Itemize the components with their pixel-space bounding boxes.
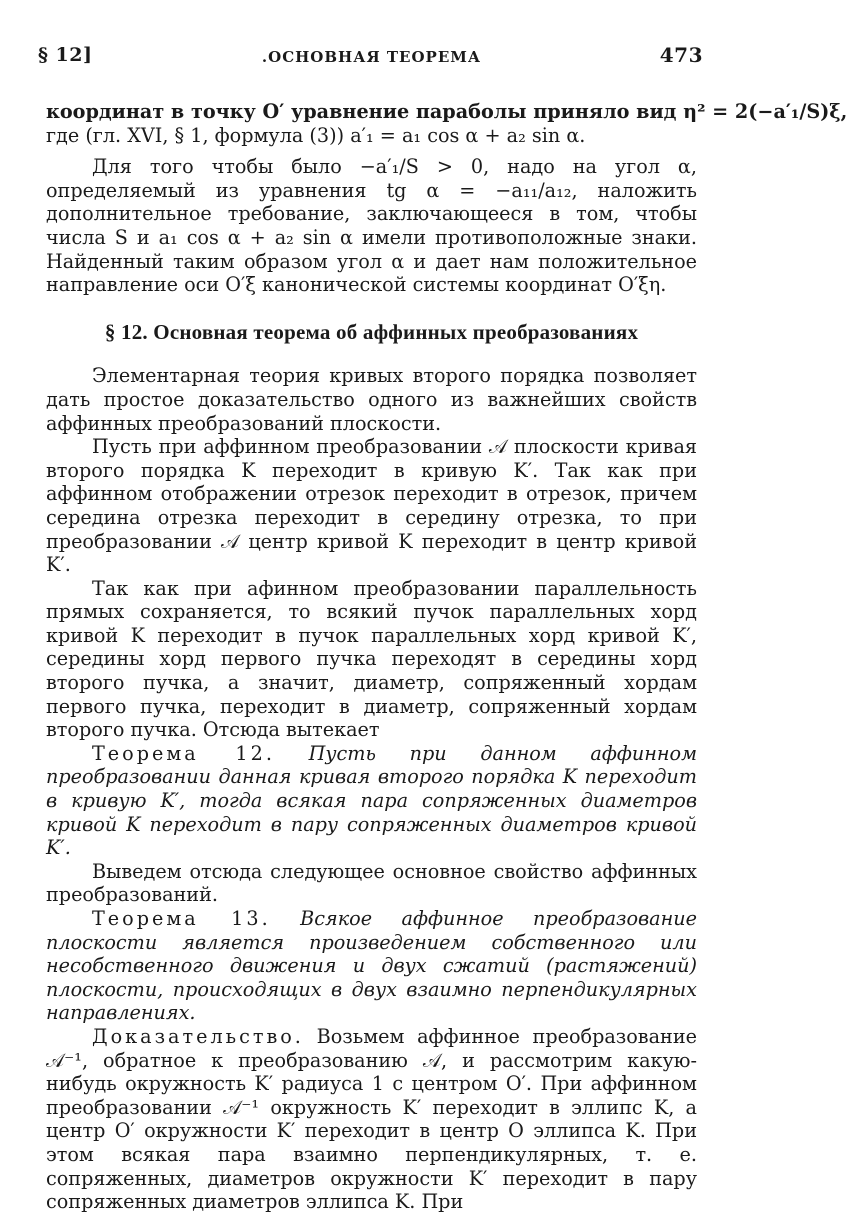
paragraph-continuation-line2: где (гл. XVI, § 1, формула (3)) a′₁ = a₁ cos α + a₂ sin α.: [46, 123, 586, 147]
header-section-ref: § 12]: [38, 44, 93, 66]
proof-label: Доказательство.: [92, 1024, 304, 1048]
section-title: § 12. Основная теорема об аффинных преобразованиях: [104, 319, 639, 344]
paragraph-sign-condition: Для того чтобы было −a′₁/S > 0, надо на угол α, определяемый из уравнения tg α = −a₁₁/a₁₂, наложить дополнительное требование, заключающееся в том, чтобы числа S и a₁ cos α + a₂ sin α имели противоположные знаки. Найденный таким образом угол α и дает нам положительное направление оси O′ξ канонической системы координат O′ξη.: [46, 155, 697, 297]
theorem-13-label: Теорема 13.: [92, 907, 271, 930]
theorem-13: [46, 907, 697, 1025]
theorem-13-text: Всякое аффинное преобразование плоскости является произведением собственного или несобственного движения и двух сжатий (растяжений) плоскости, происходящих в двух взаимно перпендикулярных направлениях.: [46, 907, 697, 1025]
paragraph-continuation-line1: координат в точку O′ уравнение параболы приняло вид η² = 2(−a′₁/S)ξ,: [46, 100, 847, 123]
paragraph-intro: Элементарная теория кривых второго порядка позволяет дать простое доказательство одного из важнейших свойств аффинных преобразований плоскости.: [46, 364, 697, 435]
theorem-12-label: Теорема 12.: [92, 741, 275, 765]
paragraph-diameters-map: Так как при афинном преобразовании параллельность прямых сохраняется, то всякий пучок параллельных хорд кривой K переходит в пучок параллельных хорд кривой K′, середины хорд первого пучка переходят в середины хорд второго пучка, а значит, диаметр, сопряженный хордам первого пучка, переходит в диаметр, сопряженный хордам второго пучка. Отсюда вытекает: [46, 576, 697, 742]
proof: [46, 1025, 697, 1214]
theorem-12-text: Пусть при данном аффинном преобразовании данная кривая второго порядка K переходит в кривую K′, тогда всякая пара сопряженных диаметров кривой K переходит в пару сопряженных диаметров кривой K′.: [46, 741, 697, 860]
paragraph-derive: Выведем отсюда следующее основное свойство аффинных преобразований.: [46, 859, 697, 907]
paragraph-center-maps: Пусть при аффинном преобразовании 𝒜 плоскости кривая второго порядка K переходит в кривую K′. Так как при аффинном отображении отрезок переходит в отрезок, причем середина отрезка переходит в середину отрезка, то при преобразовании 𝒜 центр кривой K переходит в центр кривой K′.: [46, 435, 697, 577]
page-number: 473: [659, 43, 703, 67]
theorem-12: [46, 742, 697, 860]
proof-text: Возьмем аффинное преобразование 𝒜⁻¹, обратное к преобразованию 𝒜, и рассмотрим какую-нибудь окружность K′ радиуса 1 с центром O′. При аффинном преобразовании 𝒜⁻¹ окружность K′ переходит в эллипс K, а центр O′ окружности K′ переходит в центр O эллипса K. При этом всякая пара взаимно перпендикулярных, т. е. сопряженных, диаметров окружности K′ переходит в пару сопряженных диаметров эллипса K. При: [46, 1024, 697, 1214]
page-body: [46, 100, 847, 1214]
header-running-title: .ОСНОВНАЯ ТЕОРЕМА: [261, 48, 482, 66]
